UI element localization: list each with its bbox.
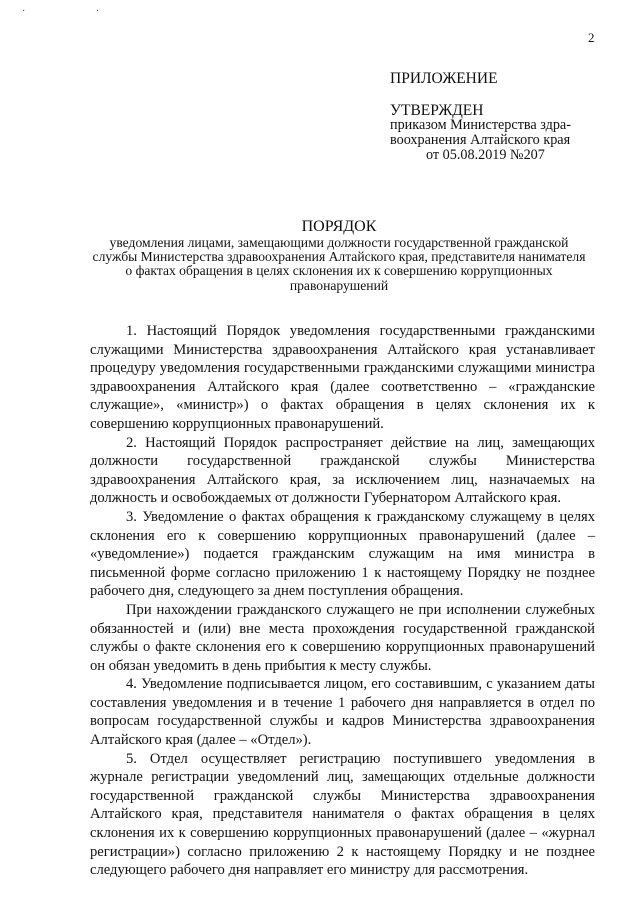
paragraph-1: 1. Настоящий Порядок уведомления государственными гражданскими служащими Министерства здравоохранения Алтайского края устанавливает процедуру уведомления государственными гражданскими служащими министра здравоохранения Алтайского края (далее соответственно – «гражданские служащие», «министр») о фактах обращения в целях склонения их к совершению коррупционных правонарушений. [90, 323, 595, 432]
paragraph-3-continued: При нахождении гражданского служащего не при исполнении служебных обязанностей и (или) вне места прохождения государственной гражданской службы о факте склонения его к совершению коррупционных правонарушений он обязан уведомить в день прибытия к месту службы. [90, 601, 595, 674]
paragraph-5: 5. Отдел осуществляет регистрацию поступившего уведомления в журнале регистрации уведомлений лиц, замещающих отдельные должности государственной гражданской службы Министерства здравоохранения Алтайского края, представителя нанимателя о фактах обращения в целях склонения их к совершению коррупционных правонарушений (далее – «журнал регистрации») согласно приложению 2 к настоящему Порядку и не позднее следующего рабочего дня направляет его министру для рассмотрения. [90, 750, 595, 879]
document-body [90, 322, 595, 880]
approval-line: приказом Министерства здра- [390, 117, 571, 133]
approved-heading: УТВЕРЖДЕН [390, 102, 484, 119]
paragraph-3: 3. Уведомление о фактах обращения к гражданскому служащему в целях склонения его к совершению коррупционных правонарушений (далее – «уведомление») подается гражданским служащим на имя министра в письменной форме согласно приложению 1 к настоящему Порядку не позднее рабочего дня, следующего за днем поступления обращения. [90, 508, 595, 600]
paragraph-2: 2. Настоящий Порядок распространяет действие на лиц, замещающих должности государственной гражданской службы Министерства здравоохранения Алтайского края, за исключением лиц, назначаемых на должность и освобождаемых от должности Губернатором Алтайского края. [90, 434, 595, 507]
document-title: ПОРЯДОК [301, 218, 377, 235]
approval-line: воохранения Алтайского края [390, 132, 571, 148]
document-subtitle: уведомления лицами, замещающими должности государственной гражданской службы Министерства здравоохранения Алтайского края, представителя нанимателя о фактах обращения в целях склонения их к совершению коррупционных правонарушений [92, 235, 586, 293]
document-title-block [90, 218, 588, 293]
approval-date-line: от 05.08.2019 №207 [426, 147, 545, 163]
approval-details [390, 118, 590, 163]
scan-dots: · · [22, 6, 134, 17]
paragraph-4: 4. Уведомление подписывается лицом, его составившим, с указанием даты составления уведомления и в течение 1 рабочего дня направляется в отдел по вопросам государственной службы и кадров Министерства здравоохранения Алтайского края (далее – «Отдел»). [90, 676, 595, 749]
page-number: 2 [588, 30, 595, 45]
appendix-heading: ПРИЛОЖЕНИЕ [390, 70, 498, 87]
